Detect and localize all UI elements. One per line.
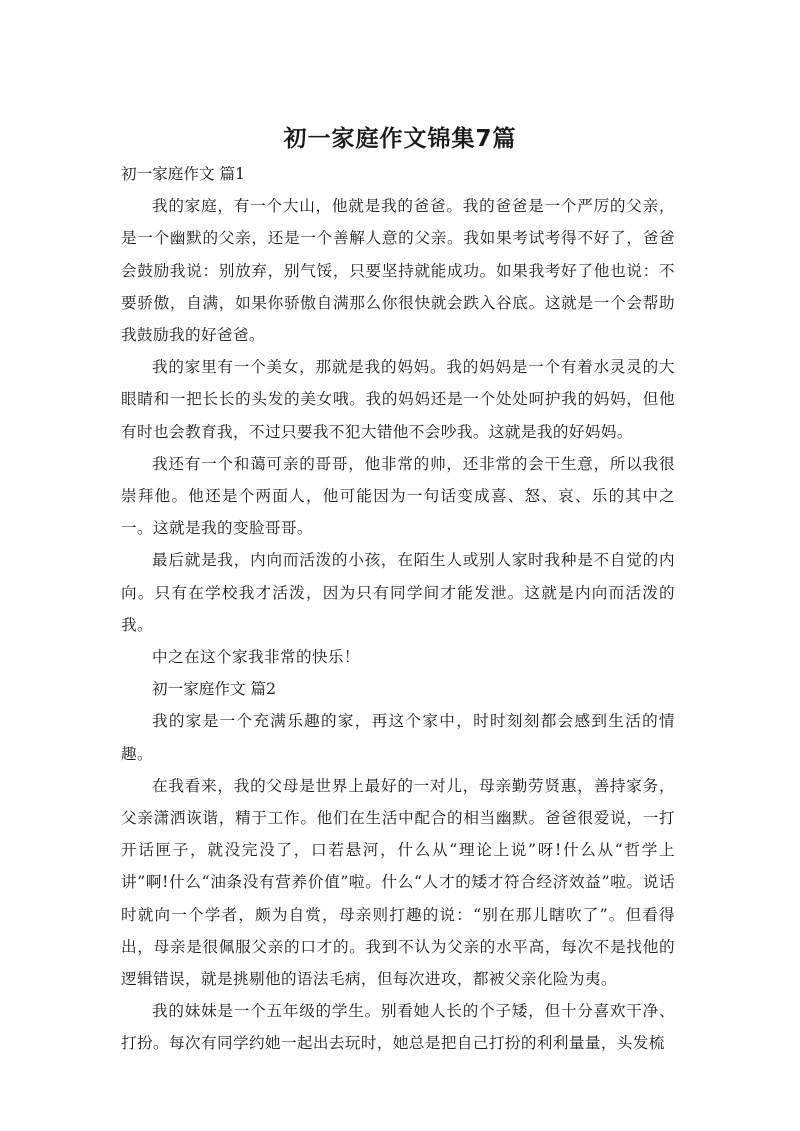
document-body: [121, 158, 675, 1060]
paragraph: 中之在这个家我非常的快乐！: [152, 648, 360, 667]
paragraph: 最后就是我，内向而活泼的小孩，在陌生人或别人家时我种是不自觉的内向。只有在学校我才活泼，因为只有同学间才能发泄。这就是内向而活泼的我。: [121, 551, 675, 634]
paragraph: 我的家庭，有一个大山，他就是我的爸爸。我的爸爸是一个严厉的父亲，是一个幽默的父亲，还是一个善解人意的父亲。我如果考试考得不好了，爸爸会鼓励我说：别放弃，别气馁，只要坚持就能成功。如果我考好了他也说：不要骄傲，自满，如果你骄傲自满那么你很快就会跌入谷底。这就是一个会帮助我鼓励我的好爸爸。: [121, 197, 675, 345]
paragraph: 我的家是一个充满乐趣的家，再这个家中，时时刻刻都会感到生活的情趣。: [121, 712, 675, 763]
paragraph: 我的家里有一个美女，那就是我的妈妈。我的妈妈是一个有着水灵灵的大眼睛和一把长长的头发的美女哦。我的妈妈还是一个处处呵护我的妈妈，但他有时也会教育我，不过只要我不犯大错他不会吵我。这就是我的好妈妈。: [121, 358, 675, 441]
document-title: 初一家庭作文锦集7篇: [283, 126, 517, 152]
paragraph: 在我看来，我的父母是世界上最好的一对儿，母亲勤劳贤惠，善持家务，父亲潇洒诙谐，精于工作。他们在生活中配合的相当幽默。爸爸很爱说，一打开话匣子，就没完没了，口若悬河，什么从“理论上说”呀!什么从“哲学上讲”啊!什么“油条没有营养价值”啦。什么“人才的矮才符合经济效益”啦。说话时就向一个学者，颇为自赏，母亲则打趣的说：“别在那儿瞎吹了”。但看得出，母亲是很佩服父亲的口才的。我到不认为父亲的水平高，每次不是找他的逻辑错误，就是挑剔他的语法毛病，但每次进攻，都被父亲化险为夷。: [121, 776, 675, 989]
paragraph: 我还有一个和蔼可亲的哥哥，他非常的帅，还非常的会干生意，所以我很崇拜他。他还是个两面人，他可能因为一句话变成喜、怒、哀、乐的其中之一。这就是我的变脸哥哥。: [121, 454, 675, 538]
paragraph: 我的妹妹是一个五年级的学生。别看她人长的个子矮，但十分喜欢干净、打扮。每次有同学约她一起出去玩时，她总是把自己打扮的利利量量，头发梳: [121, 1002, 675, 1053]
section-heading: 初一家庭作文 篇1: [121, 165, 246, 183]
section-heading: 初一家庭作文 篇2: [152, 680, 277, 699]
